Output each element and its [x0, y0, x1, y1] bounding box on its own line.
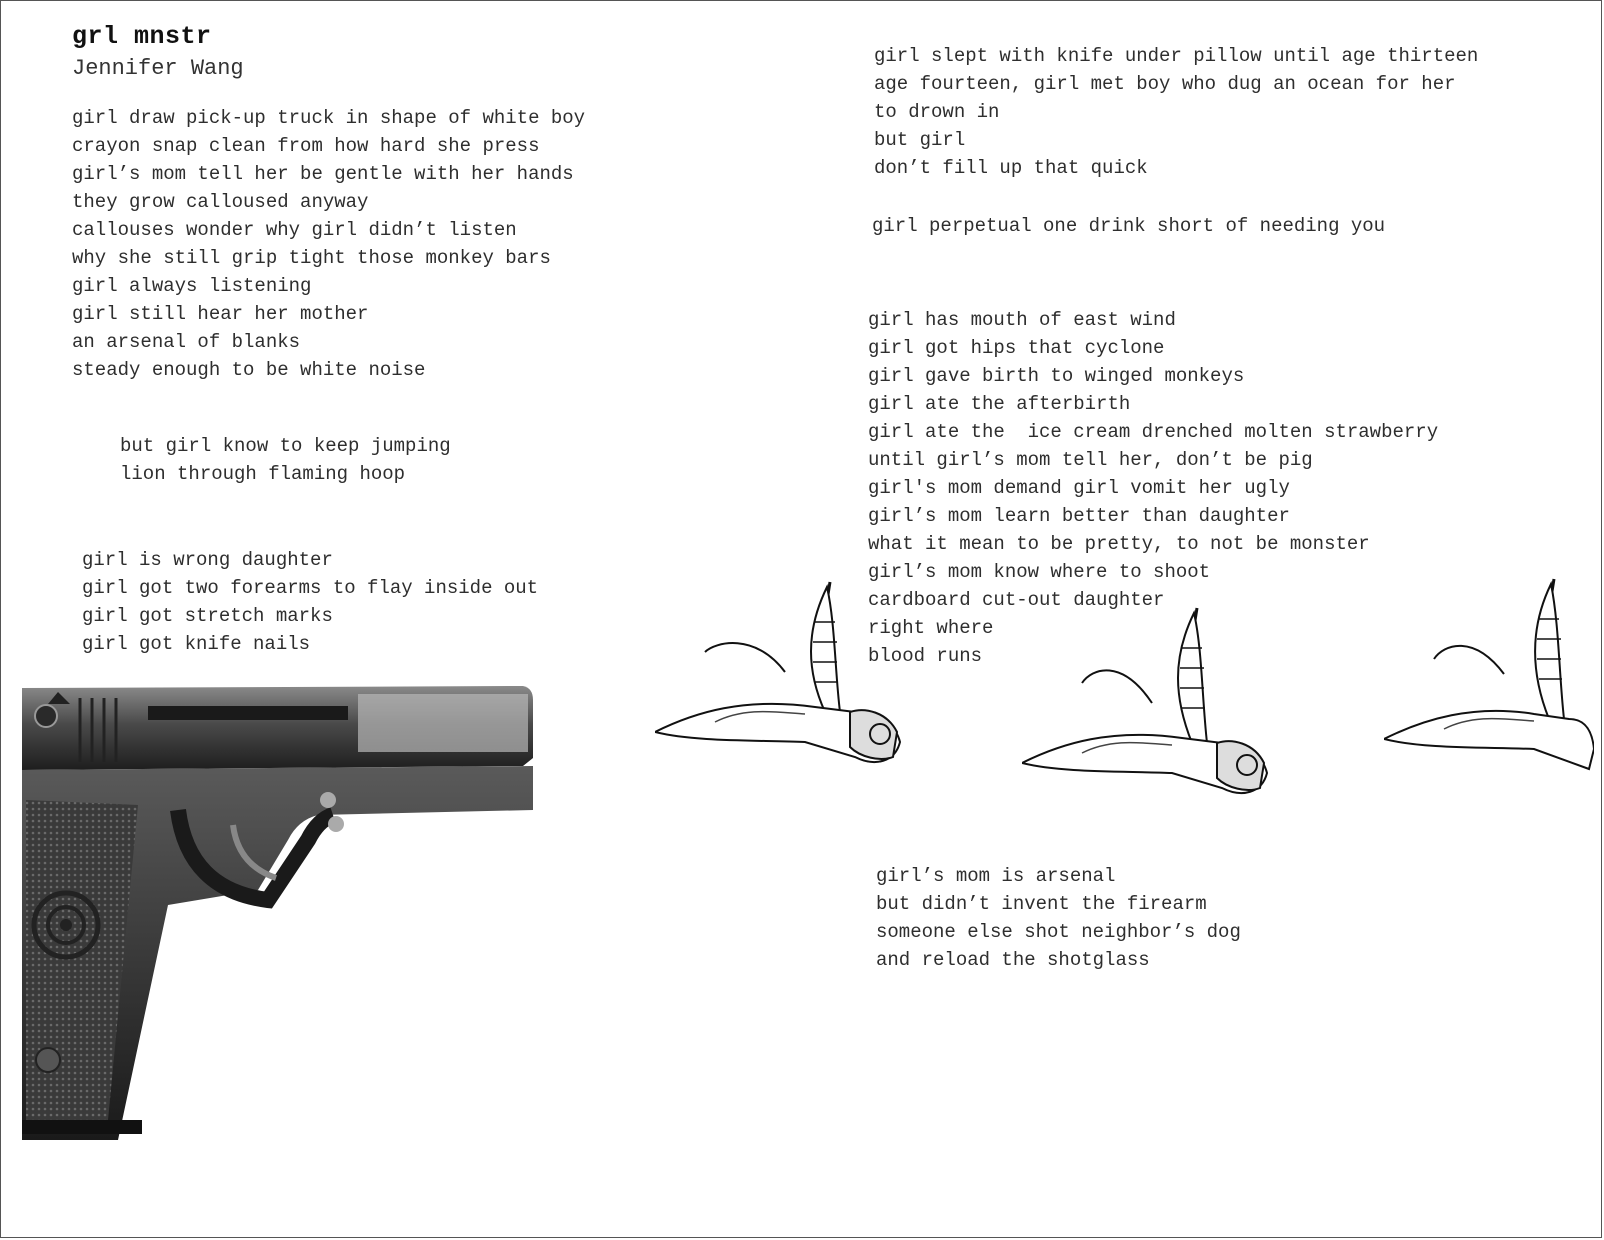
- poem-line: an arsenal of blanks: [72, 331, 301, 353]
- poem-line: girl’s mom know where to shoot: [868, 561, 1211, 583]
- stanza-2: [120, 432, 451, 488]
- poem-line: girl still hear her mother: [72, 303, 369, 325]
- poem-line: girl ate the ice cream drenched molten strawberry: [868, 421, 1439, 443]
- poem-line: girl has mouth of east wind: [868, 309, 1176, 331]
- poem-line: girl got two forearms to flay inside out: [82, 577, 539, 599]
- poem-line: crayon snap clean from how hard she press: [72, 135, 540, 157]
- poem-line: why she still grip tight those monkey bars: [72, 247, 551, 269]
- poem-line: girl’s mom learn better than daughter: [868, 505, 1290, 527]
- poem-line: cardboard cut-out daughter: [868, 589, 1165, 611]
- poem-line: right where: [868, 617, 994, 639]
- poem-line: girl perpetual one drink short of needing you: [872, 215, 1386, 237]
- poem-line: age fourteen, girl met boy who dug an ocean for her: [874, 73, 1456, 95]
- pistol-illustration: [18, 680, 548, 1150]
- stanza-5: [872, 212, 1385, 240]
- poem-line: steady enough to be white noise: [72, 359, 426, 381]
- poem-line: girl is wrong daughter: [82, 549, 333, 571]
- poem-author: Jennifer Wang: [72, 56, 244, 81]
- poem-line: blood runs: [868, 645, 983, 667]
- stanza-1: [72, 104, 585, 384]
- poem-line: girl’s mom is arsenal: [876, 865, 1116, 887]
- poem-line: someone else shot neighbor’s dog: [876, 921, 1241, 943]
- winged-monkey-illustration: [1384, 574, 1594, 804]
- poem-line: girl’s mom tell her be gentle with her hands: [72, 163, 574, 185]
- poem-line: callouses wonder why girl didn’t listen: [72, 219, 517, 241]
- poem-line: don’t fill up that quick: [874, 157, 1148, 179]
- stanza-4: [874, 42, 1478, 182]
- poem-line: girl draw pick-up truck in shape of white boy: [72, 107, 586, 129]
- poem-line: but girl know to keep jumping: [120, 435, 451, 457]
- poem-line: to drown in: [874, 101, 1000, 123]
- poem-line: but didn’t invent the firearm: [876, 893, 1207, 915]
- poem-line: girl's mom demand girl vomit her ugly: [868, 477, 1290, 499]
- poem-line: they grow calloused anyway: [72, 191, 369, 213]
- stanza-7: [876, 862, 1241, 974]
- poem-line: but girl: [874, 129, 966, 151]
- winged-monkey-illustration: [1022, 598, 1282, 828]
- poem-line: what it mean to be pretty, to not be monster: [868, 533, 1370, 555]
- poem-line: girl always listening: [72, 275, 312, 297]
- poem-title: grl mnstr: [72, 22, 212, 51]
- poem-line: girl ate the afterbirth: [868, 393, 1131, 415]
- poem-line: girl got hips that cyclone: [868, 337, 1165, 359]
- poem-line: girl got knife nails: [82, 633, 311, 655]
- poem-line: girl gave birth to winged monkeys: [868, 365, 1245, 387]
- poem-line: until girl’s mom tell her, don’t be pig: [868, 449, 1313, 471]
- poem-line: and reload the shotglass: [876, 949, 1150, 971]
- stanza-3: [82, 546, 538, 658]
- poem-line: lion through flaming hoop: [120, 463, 406, 485]
- poem-line: girl got stretch marks: [82, 605, 333, 627]
- poem-line: girl slept with knife under pillow until age thirteen: [874, 45, 1479, 67]
- winged-monkey-illustration: [655, 562, 915, 792]
